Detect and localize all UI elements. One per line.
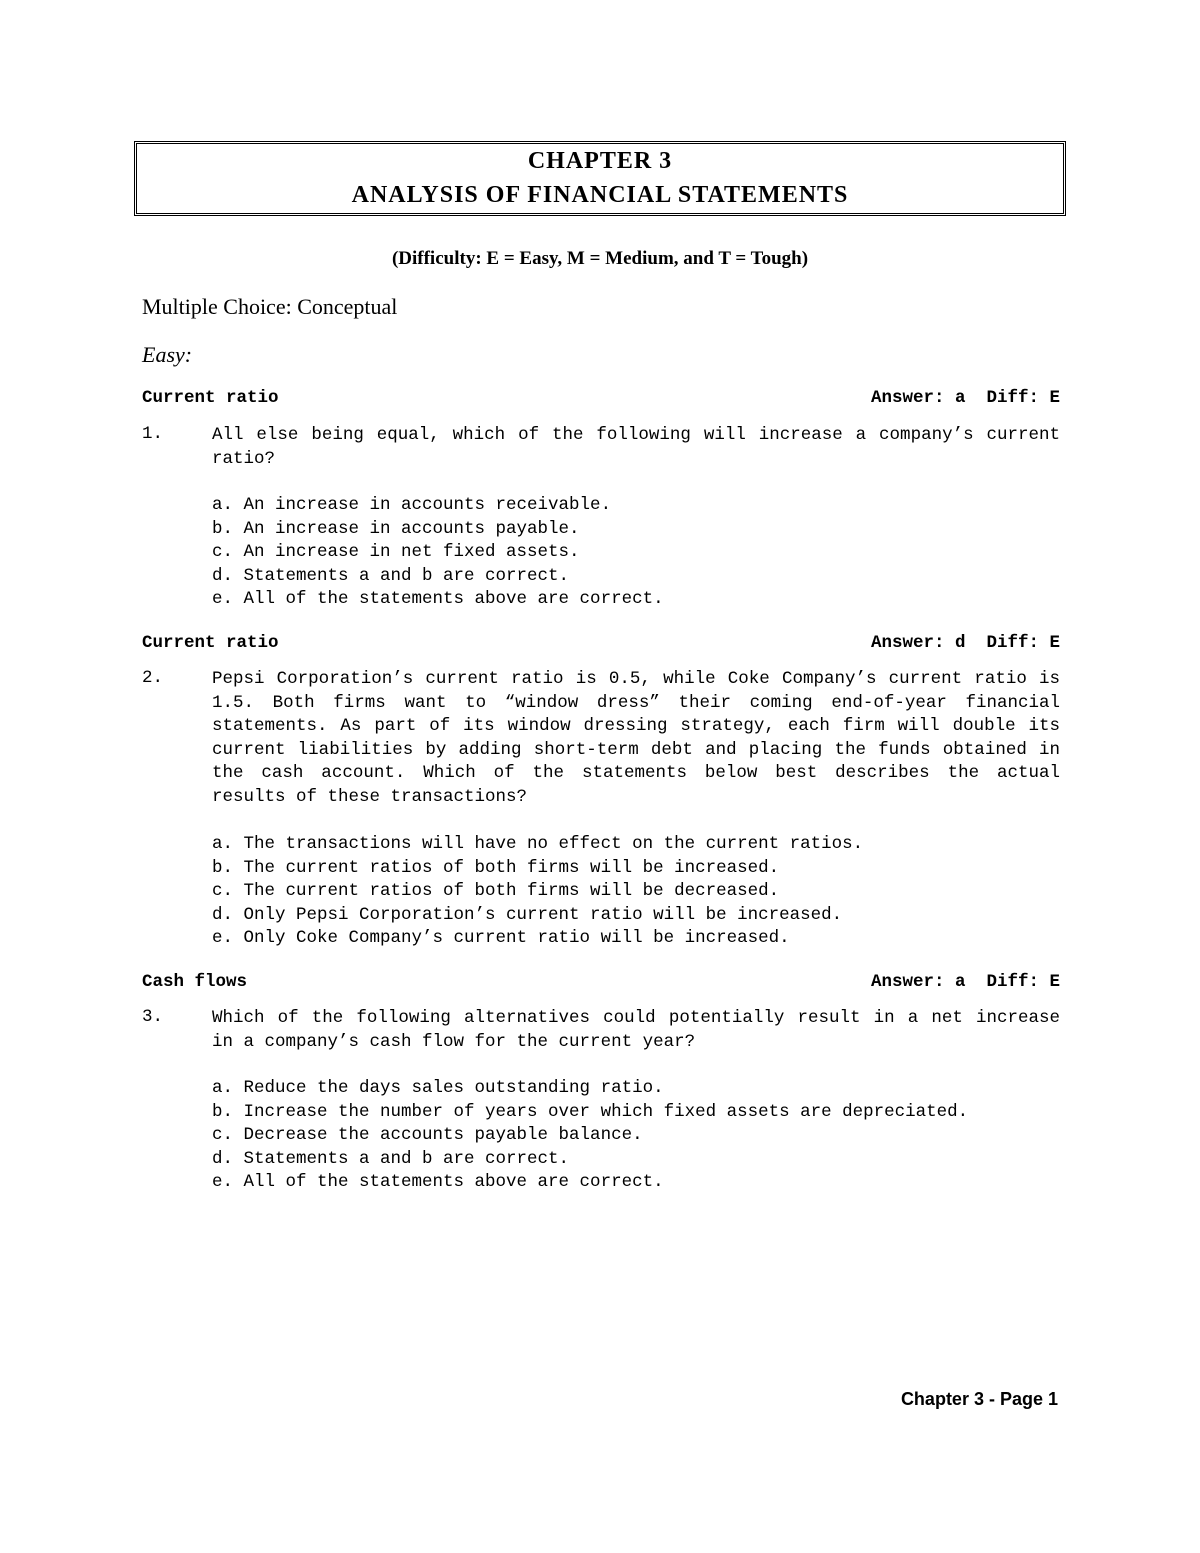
option-b: b. The current ratios of both firms will be increased. xyxy=(212,857,780,878)
question-text: Pepsi Corporation’s current ratio is 0.5, while Coke Company’s current ratio is 1.5. Both firms want to “window dress” their coming end-of-year financial statements. As part of its window dressing strategy, each firm will double its current liabilities by adding short-term debt and placing the funds obtained in the cash account. Which of the statements below best describes the actual results of these transactions? xyxy=(212,669,1060,807)
section-heading: Multiple Choice: Conceptual xyxy=(142,294,398,319)
question-topic: Current ratio xyxy=(142,633,279,653)
question-text: Which of the following alternatives could potentially result in a net increase in a company’s cash flow for the current year? xyxy=(212,1008,1060,1052)
question-text: All else being equal, which of the following will increase a company’s current ratio? xyxy=(212,425,1060,469)
question-header xyxy=(142,388,1060,410)
question-header xyxy=(142,633,1060,655)
difficulty-legend: (Difficulty: E = Easy, M = Medium, and T = Tough) xyxy=(391,248,809,269)
answer-difficulty: Answer: d Diff: E xyxy=(870,633,1060,653)
chapter-title: ANALYSIS OF FINANCIAL STATEMENTS xyxy=(351,182,849,208)
question-topic: Current ratio xyxy=(142,388,279,408)
option-list xyxy=(212,833,863,951)
option-list xyxy=(212,1077,968,1195)
option-a: a. An increase in accounts receivable. xyxy=(212,495,612,515)
option-d: d. Statements a and b are correct. xyxy=(212,1148,570,1169)
option-c: c. Decrease the accounts payable balance. xyxy=(212,1125,643,1146)
option-d: d. Statements a and b are correct. xyxy=(212,565,570,586)
option-c: c. An increase in net fixed assets. xyxy=(212,542,580,563)
question-header xyxy=(142,972,1060,994)
option-e: e. All of the statements above are correct. xyxy=(212,589,664,610)
chapter-title-box xyxy=(134,141,1066,216)
option-e: e. Only Coke Company’s current ratio will be increased. xyxy=(212,928,790,949)
option-b: b. Increase the number of years over which fixed assets are depreciated. xyxy=(212,1101,969,1122)
answer-difficulty: Answer: a Diff: E xyxy=(870,388,1060,408)
option-b: b. An increase in accounts payable. xyxy=(212,518,580,539)
question-number: 2. xyxy=(142,668,164,688)
option-a: a. The transactions will have no effect on the current ratios. xyxy=(212,834,864,854)
question-topic: Cash flows xyxy=(142,972,248,992)
page-footer: Chapter 3 - Page 1 xyxy=(900,1389,1058,1409)
option-list xyxy=(212,494,664,612)
question-number: 3. xyxy=(142,1007,164,1027)
chapter-number: CHAPTER 3 xyxy=(527,148,673,174)
option-d: d. Only Pepsi Corporation’s current ratio will be increased. xyxy=(212,904,843,925)
question-number: 1. xyxy=(142,424,164,444)
option-e: e. All of the statements above are correct. xyxy=(212,1172,664,1193)
subsection-heading: Easy: xyxy=(142,342,193,367)
option-c: c. The current ratios of both firms will be decreased. xyxy=(212,881,780,902)
answer-difficulty: Answer: a Diff: E xyxy=(870,972,1060,992)
option-a: a. Reduce the days sales outstanding ratio. xyxy=(212,1078,664,1098)
